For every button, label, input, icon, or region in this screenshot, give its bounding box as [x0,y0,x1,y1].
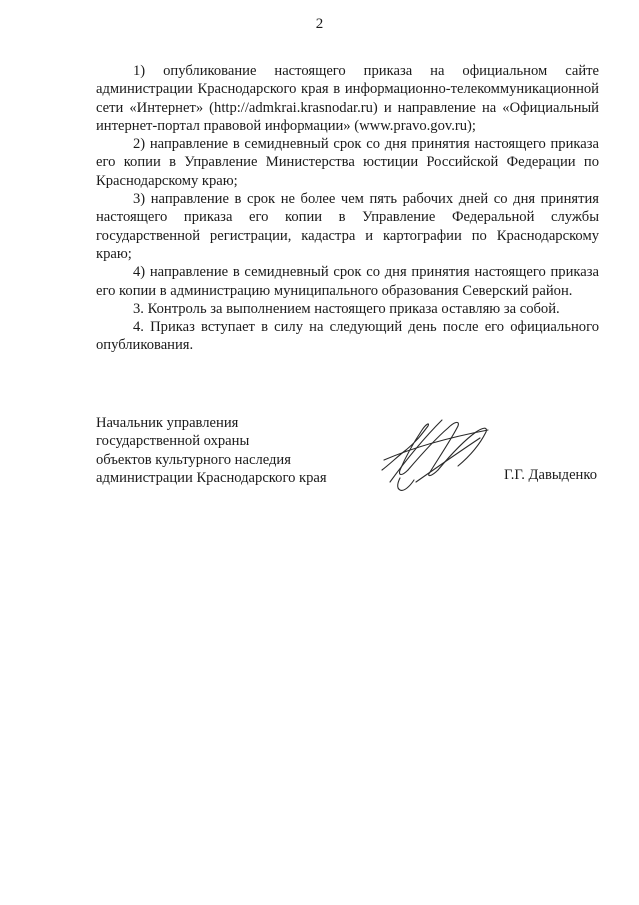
signer-name: Г.Г. Давыденко [503,467,597,483]
paragraph-publication: 1) опубликование настоящего приказа на официальном сайте администрации Краснодарского края в информационно-телекоммуникационной сети «Интернет» (http://admkrai.krasnodar.ru) и направление на «Официальный интернет-портал правовой информации» (www.pravo.gov.ru); [96,63,599,134]
handwritten-signature [376,412,496,494]
paragraph-rosreestr: 3) направление в срок не более чем пять рабочих дней со дня принятия настоящего приказа его копии в Управление Федеральной службы государственной регистрации, кадастра и картографии по Краснодарскому краю; [96,191,599,262]
page-number: 2 [315,16,324,32]
signer-position-line: объектов культурного наследия [96,451,291,468]
document-body [96,62,599,355]
signer-position-line: Начальник управления [96,415,239,431]
paragraph-seversky-district: 4) направление в семидневный срок со дня принятия настоящего приказа его копии в администрацию муниципального образования Северский район. [96,264,599,299]
paragraph-effective-date: 4. Приказ вступает в силу на следующий день после его официального опубликования. [96,319,599,354]
signer-position-line: государственной охраны [96,433,250,450]
paragraph-ministry-justice: 2) направление в семидневный срок со дня принятия настоящего приказа его копии в Управление Министерства юстиции Российской Федерации по Краснодарскому краю; [96,136,599,189]
paragraph-control: 3. Контроль за выполнением настоящего приказа оставляю за собой. [133,300,560,317]
signer-position-line: администрации Краснодарского края [96,469,327,486]
signature-block [96,414,599,494]
